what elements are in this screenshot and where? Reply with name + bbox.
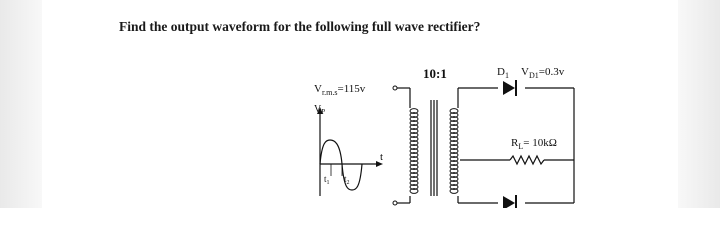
- question-text: Find the output waveform for the following full wave rectifier?: [119, 19, 481, 34]
- t1-label: $t_1$: [324, 174, 330, 186]
- primary-coil: [410, 109, 418, 194]
- input-terminal-top: [393, 86, 397, 90]
- vrms-label: $V_{r.m.s}=115v$: [314, 83, 366, 97]
- t2-label: $t_2$: [344, 174, 350, 186]
- turns-ratio-label: 10:1: [423, 66, 447, 81]
- secondary-coil: [450, 109, 458, 194]
- diode-d2-icon: [503, 196, 515, 208]
- rl-label: $R_L= 10k\Omega$: [511, 137, 557, 151]
- vp-label: $V_P$: [314, 104, 326, 116]
- vd1-label: $V_{D1}=0.3v$: [521, 66, 565, 80]
- diode-d1-icon: [503, 81, 515, 95]
- input-terminal-bottom: [393, 201, 397, 205]
- d1-label: $D_1$: [497, 66, 509, 80]
- waveform-positive-half: [320, 140, 342, 164]
- time-axis-label: t: [380, 151, 384, 163]
- load-resistor: [510, 156, 544, 164]
